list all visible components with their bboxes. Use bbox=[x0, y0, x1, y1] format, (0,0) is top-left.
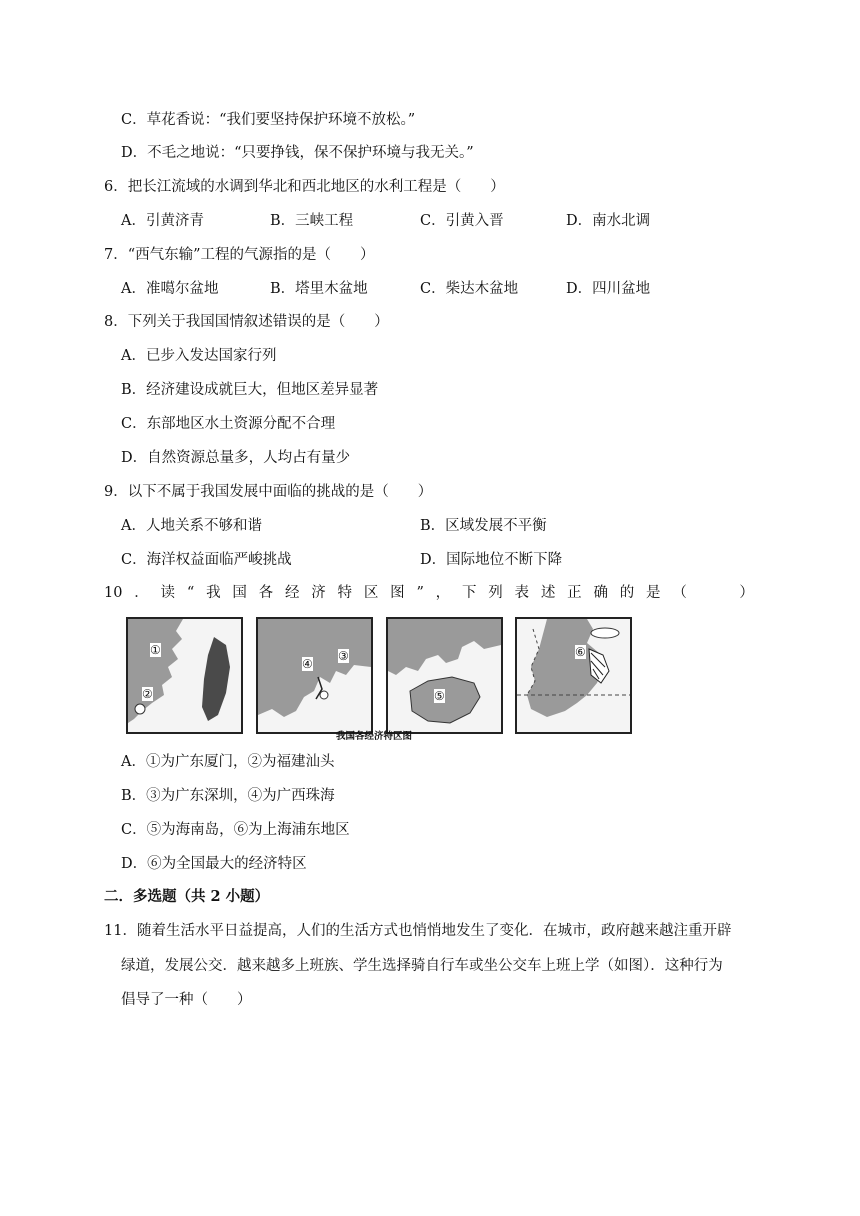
q10-option-d: D．⑥为全国最大的经济特区 bbox=[121, 856, 307, 872]
q7-option-c: C．柴达木盆地 bbox=[420, 281, 519, 297]
map-label-4: ④ bbox=[302, 657, 313, 671]
q10-option-a: A．①为广东厦门，②为福建汕头 bbox=[121, 754, 335, 770]
q10-option-b: B．③为广东深圳，④为广西珠海 bbox=[121, 788, 335, 804]
q7-option-d: D．四川盆地 bbox=[566, 281, 651, 297]
map-label-5: ⑤ bbox=[434, 689, 445, 703]
q8-option-d: D．自然资源总量多，人均占有量少 bbox=[121, 450, 351, 466]
q9-stem: 9．以下不属于我国发展中面临的挑战的是（ ） bbox=[104, 484, 433, 500]
section-heading: 二．多选题（共 2 小题） bbox=[104, 888, 270, 905]
q6-option-d: D．南水北调 bbox=[566, 213, 651, 229]
economic-zones-figure bbox=[120, 612, 628, 742]
q10-stem: 10 ． 读 “ 我 国 各 经 济 特 区 图 ” ， 下 列 表 述 正 确 的 是 （ ） bbox=[104, 585, 754, 601]
q8-stem: 8．下列关于我国国情叙述错误的是（ ） bbox=[104, 314, 389, 330]
map-label-6: ⑥ bbox=[575, 645, 586, 659]
q8-option-a: A．已步入发达国家行列 bbox=[121, 348, 277, 364]
q9-option-d: D．国际地位不断下降 bbox=[420, 552, 563, 568]
q9-option-c: C．海洋权益面临严峻挑战 bbox=[121, 552, 292, 568]
map-panel-fujian bbox=[126, 617, 243, 734]
q11-stem-line3: 倡导了一种（ ） bbox=[121, 992, 252, 1008]
map-panel-hainan bbox=[386, 617, 503, 734]
q5-option-d: D．不毛之地说：“只要挣钱，保不保护环境与我无关。” bbox=[121, 145, 474, 161]
map-label-1: ① bbox=[150, 643, 161, 657]
q8-option-c: C．东部地区水土资源分配不合理 bbox=[121, 416, 336, 432]
q9-option-b: B．区域发展不平衡 bbox=[420, 518, 547, 534]
q11-stem-line2: 绿道，发展公交．越来越多上班族、学生选择骑自行车或坐公交车上班上学（如图）．这种行为 bbox=[121, 958, 723, 974]
q5-option-c: C．草花香说：“我们要坚持保护环境不放松。” bbox=[121, 112, 416, 128]
q9-option-a: A．人地关系不够和谐 bbox=[121, 518, 262, 534]
map-label-2: ② bbox=[142, 687, 153, 701]
q11-stem-line1: 11．随着生活水平日益提高，人们的生活方式也悄悄地发生了变化．在城市，政府越来越注重开辟 bbox=[104, 923, 732, 939]
map-panel-shanghai bbox=[515, 617, 632, 734]
q7-option-a: A．准噶尔盆地 bbox=[121, 281, 219, 297]
q10-option-c: C．⑤为海南岛，⑥为上海浦东地区 bbox=[121, 822, 350, 838]
q8-option-b: B．经济建设成就巨大，但地区差异显著 bbox=[121, 382, 379, 398]
figure-caption: 我国各经济特区图 bbox=[335, 731, 412, 742]
map-panel-pearl-river bbox=[256, 617, 373, 734]
q7-option-b: B．塔里木盆地 bbox=[270, 281, 368, 297]
q6-option-c: C．引黄入晋 bbox=[420, 213, 504, 229]
q6-option-b: B．三峡工程 bbox=[270, 213, 354, 229]
q6-stem: 6．把长江流域的水调到华北和西北地区的水利工程是（ ） bbox=[104, 179, 505, 195]
q7-stem: 7．“西气东输”工程的气源指的是（ ） bbox=[104, 247, 375, 263]
map-label-3: ③ bbox=[338, 649, 349, 663]
q6-option-a: A．引黄济青 bbox=[121, 213, 204, 229]
